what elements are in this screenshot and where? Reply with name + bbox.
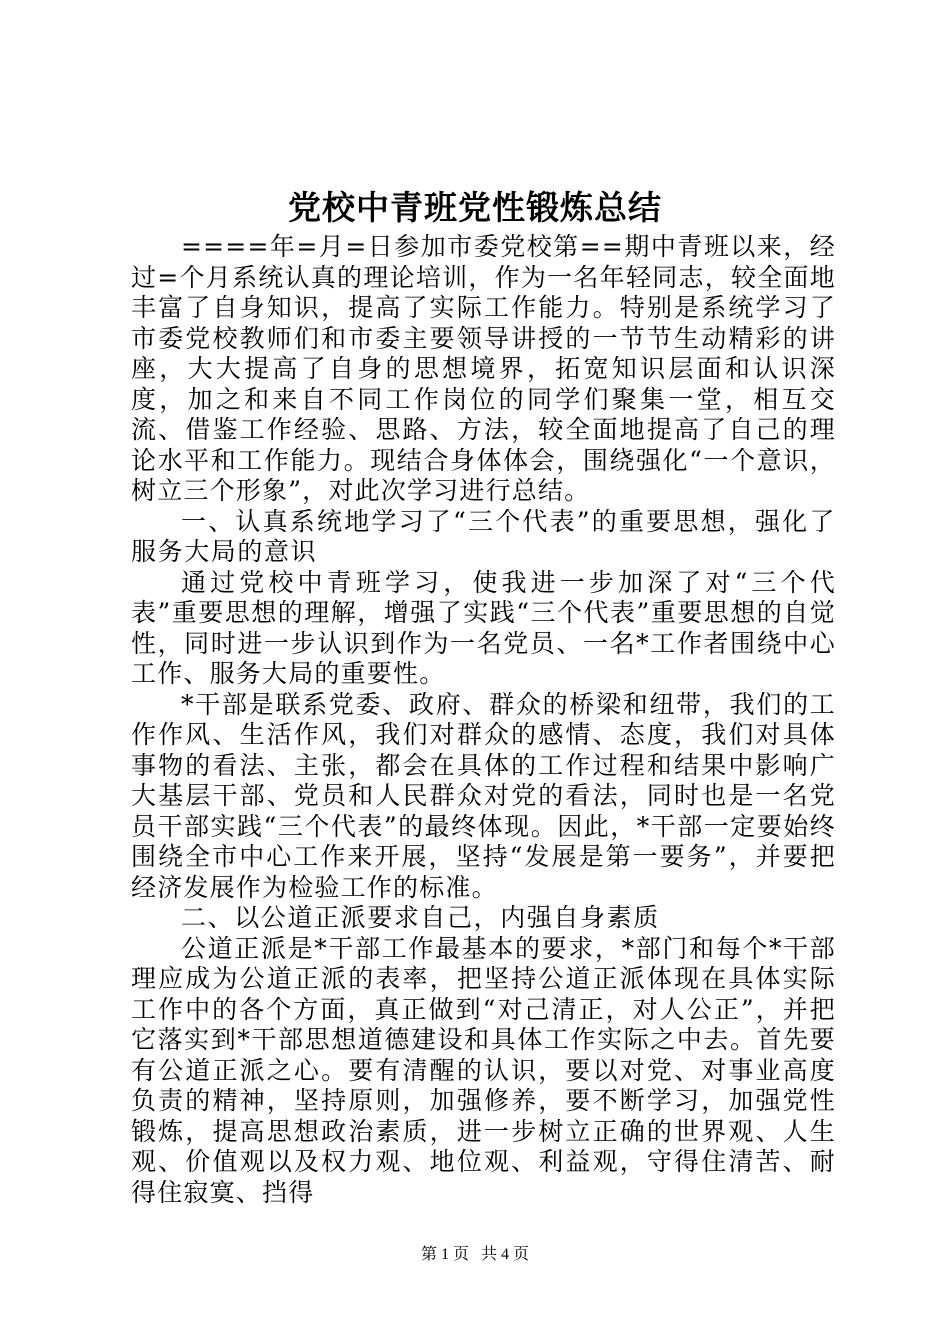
total-pages: 4 — [501, 1246, 510, 1263]
page-unit: 页 — [452, 1246, 469, 1263]
total-prefix: 共 — [481, 1246, 498, 1263]
page-number: 1 — [440, 1246, 449, 1263]
body-paragraph: 通过党校中青班学习，使我进一步加深了对“三个代表”重要思想的理解，增强了实践“三个代表”重要思想的自觉性，同时进一步认识到作为一名党员、一名*工作者围绕中心工作、服务大局的重要性。 — [131, 567, 836, 688]
body-paragraph: 公道正派是*干部工作最基本的要求，*部门和每个*干部理应成为公道正派的表率，把坚持公道正派体现在具体实际工作中的各个方面，真正做到“对己清正，对人公正”，并把它落实到*干部思想道德建设和具体工作实际之中去。首先要有公道正派之心。要有清醒的认识，要以对党、对事业高度负责的精神，坚持原则，加强修养，要不断学习，加强党性锻炼，提高思想政治素质，进一步树立正确的世界观、人生观、价值观以及权力观、地位观、利益观，守得住清苦、耐得住寂寞、挡得 — [131, 933, 836, 1207]
total-unit: 页 — [513, 1246, 530, 1263]
page-indicator — [419, 1246, 471, 1263]
document-body — [131, 232, 836, 1208]
intro-paragraph: ====年=月=日参加市委党校第==期中青班以来，经过=个月系统认真的理论培训，作为一名年轻同志，较全面地丰富了自身知识，提高了实际工作能力。特别是系统学习了市委党校教师们和市委主要领导讲授的一节节生动精彩的讲座，大大提高了自身的思想境界，拓宽知识层面和认识深度，加之和来自不同工作岗位的同学们聚集一堂，相互交流、借鉴工作经验、思路、方法，较全面地提高了自己的理论水平和工作能力。现结合身体体会，围绕强化“一个意识，树立三个形象”，对此次学习进行总结。 — [131, 232, 836, 505]
body-paragraph: *干部是联系党委、政府、群众的桥梁和纽带，我们的工作作风、生活作风，我们对群众的感情、态度，我们对具体事物的看法、主张，都会在具体的工作过程和结果中影响广大基层干部、党员和人民群众对党的看法，同时也是一名党员干部实践“三个代表”的最终体现。因此，*干部一定要始终围绕全市中心工作来开展，坚持“发展是第一要务”，并要把经济发展作为检验工作的标准。 — [131, 689, 836, 902]
page-title: 党校中青班党性锻炼总结 — [288, 188, 662, 227]
page-footer — [0, 1243, 950, 1267]
section-heading-1: 一、认真系统地学习了“三个代表”的重要思想，强化了服务大局的意识 — [131, 506, 836, 566]
section-heading-2: 二、以公道正派要求自己，内强自身素质 — [181, 903, 660, 932]
page-prefix: 第 — [420, 1246, 437, 1263]
total-pages-indicator — [479, 1246, 531, 1263]
